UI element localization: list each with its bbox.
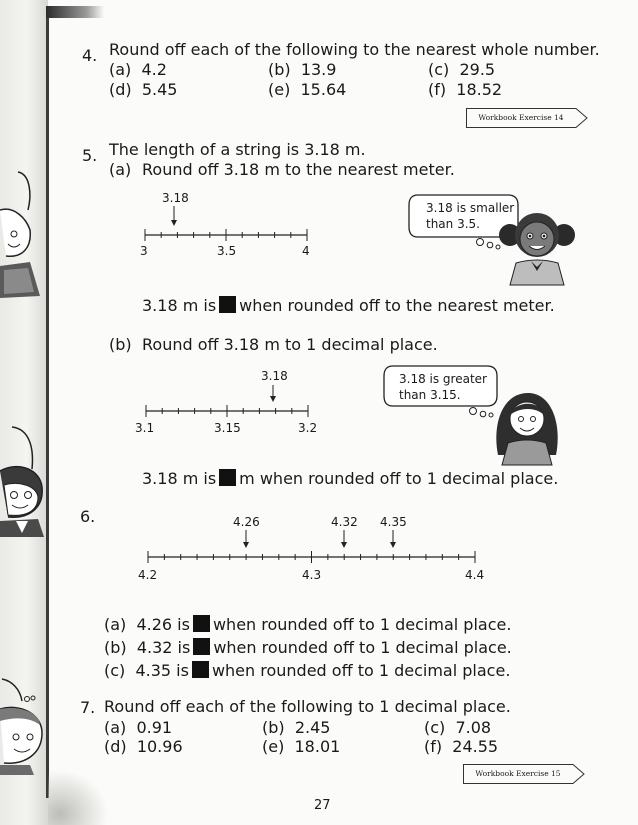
q6a-blank[interactable]	[193, 615, 210, 632]
q7-item-a	[104, 718, 172, 737]
q5a-prompt: Round off 3.18 m to the nearest meter.	[142, 160, 455, 179]
bubble-b-text	[399, 371, 487, 403]
item-value: 7.08	[455, 718, 492, 737]
line-c-marker-4-35: 4.35	[380, 515, 407, 529]
q4-item-f	[428, 80, 502, 99]
girl-curly-hair-icon	[498, 205, 576, 287]
item-pre: 4.35 is	[135, 661, 189, 680]
q6c-blank[interactable]	[192, 661, 209, 678]
answer-b-pre: 3.18 m is	[142, 469, 217, 488]
q5b-prompt: Round off 3.18 m to 1 decimal place.	[142, 335, 438, 354]
item-pre: 4.32 is	[136, 638, 191, 657]
question-7-prompt: Round off each of the following to 1 decimal place.	[104, 697, 511, 716]
bubble-a-line-1: 3.18 is smaller	[426, 201, 515, 215]
item-value: 0.91	[136, 718, 173, 737]
q4-item-b	[268, 60, 336, 79]
q4-item-d	[109, 80, 177, 99]
line-b-tick-3-2: 3.2	[298, 421, 318, 435]
item-label: (b)	[104, 638, 127, 657]
bubble-b-line-2: than 3.15.	[399, 388, 461, 402]
line-c-tick-4-2: 4.2	[138, 568, 158, 582]
item-label: (b)	[268, 60, 291, 79]
line-c-tick-4-4: 4.4	[465, 568, 485, 582]
item-label: (c)	[428, 60, 450, 79]
item-post: when rounded off to 1 decimal place.	[213, 638, 512, 657]
answer-b-blank[interactable]	[219, 469, 236, 486]
question-4-prompt: Round off each of the following to the nearest whole number.	[109, 40, 600, 59]
item-label: (a)	[104, 615, 127, 634]
line-a-marker-label: 3.18	[162, 191, 189, 205]
item-value: 5.45	[141, 80, 178, 99]
q7-item-b	[262, 718, 330, 737]
question-5-number: 5.	[82, 146, 98, 165]
item-label: (a)	[104, 718, 127, 737]
line-a-tick-3-5: 3.5	[217, 244, 237, 258]
page-corner-shadow	[46, 6, 104, 18]
line-c-tick-4-3: 4.3	[302, 568, 322, 582]
item-value: 4.2	[141, 60, 167, 79]
item-label: (b)	[262, 718, 285, 737]
q5a-answer	[142, 296, 555, 315]
q7-item-e	[262, 737, 340, 756]
line-a-tick-4: 4	[302, 244, 310, 258]
item-label: (f)	[424, 737, 443, 756]
question-4-number: 4.	[82, 46, 98, 65]
question-5-prompt: The length of a string is 3.18 m.	[109, 140, 366, 159]
question-7-number: 7.	[80, 698, 96, 717]
line-b-marker-label: 3.18	[261, 369, 288, 383]
q5b-label: (b)	[109, 335, 132, 354]
item-value: 18.52	[456, 80, 503, 99]
item-post: when rounded off to 1 decimal place.	[212, 615, 512, 634]
q6-item-c	[104, 661, 510, 680]
q6b-blank[interactable]	[193, 638, 210, 655]
q7-item-c	[424, 718, 491, 737]
girl-long-hair-icon	[490, 385, 564, 467]
q4-item-e	[268, 80, 346, 99]
item-label: (c)	[104, 661, 126, 680]
line-c-marker-4-26: 4.26	[233, 515, 260, 529]
item-label: (a)	[109, 60, 132, 79]
q5b-answer	[142, 469, 558, 488]
item-value: 13.9	[300, 60, 337, 79]
q6-item-b	[104, 638, 512, 657]
bubble-a-line-2: than 3.5.	[426, 217, 480, 231]
q6-item-a	[104, 615, 511, 634]
item-label: (d)	[104, 737, 127, 756]
q4-item-a	[109, 60, 167, 79]
question-6-number: 6.	[80, 507, 96, 526]
item-pre: 4.26 is	[136, 615, 190, 634]
line-b-tick-3-15: 3.15	[214, 421, 241, 435]
number-line-3-1-to-3-2	[140, 366, 320, 426]
answer-b-post: m when rounded off to 1 decimal place.	[239, 469, 559, 488]
line-a-tick-3: 3	[140, 244, 148, 258]
item-label: (d)	[109, 80, 132, 99]
item-post: when rounded off to 1 decimal place.	[211, 661, 511, 680]
q4-item-c	[428, 60, 495, 79]
bubble-b-line-1: 3.18 is greater	[399, 372, 487, 386]
workbook-exercise-15-tag[interactable]	[463, 764, 585, 784]
item-label: (e)	[262, 737, 285, 756]
answer-a-blank[interactable]	[219, 296, 236, 313]
answer-a-pre: 3.18 m is	[142, 296, 217, 315]
item-value: 29.5	[459, 60, 496, 79]
cartoon-boy-2-icon	[0, 425, 48, 540]
q7-item-f	[424, 737, 498, 756]
q5a-label: (a)	[109, 160, 132, 179]
item-label: (e)	[268, 80, 291, 99]
answer-a-post: when rounded off to the nearest meter.	[239, 296, 555, 315]
cartoon-boy-1-icon	[0, 170, 48, 300]
item-label: (c)	[424, 718, 446, 737]
item-label: (f)	[428, 80, 447, 99]
page-smudge	[48, 770, 108, 825]
cartoon-girl-icon	[0, 675, 48, 775]
q7-item-d	[104, 737, 183, 756]
workbook-label: Workbook Exercise 15	[475, 769, 561, 778]
item-value: 10.96	[136, 737, 183, 756]
line-c-marker-4-32: 4.32	[331, 515, 358, 529]
item-value: 2.45	[294, 718, 331, 737]
item-value: 18.01	[294, 737, 341, 756]
item-value: 24.55	[452, 737, 499, 756]
page-number: 27	[314, 798, 331, 813]
item-value: 15.64	[300, 80, 347, 99]
workbook-label: Workbook Exercise 14	[478, 113, 564, 122]
workbook-exercise-14-tag[interactable]	[466, 108, 588, 128]
line-b-tick-3-1: 3.1	[135, 421, 155, 435]
